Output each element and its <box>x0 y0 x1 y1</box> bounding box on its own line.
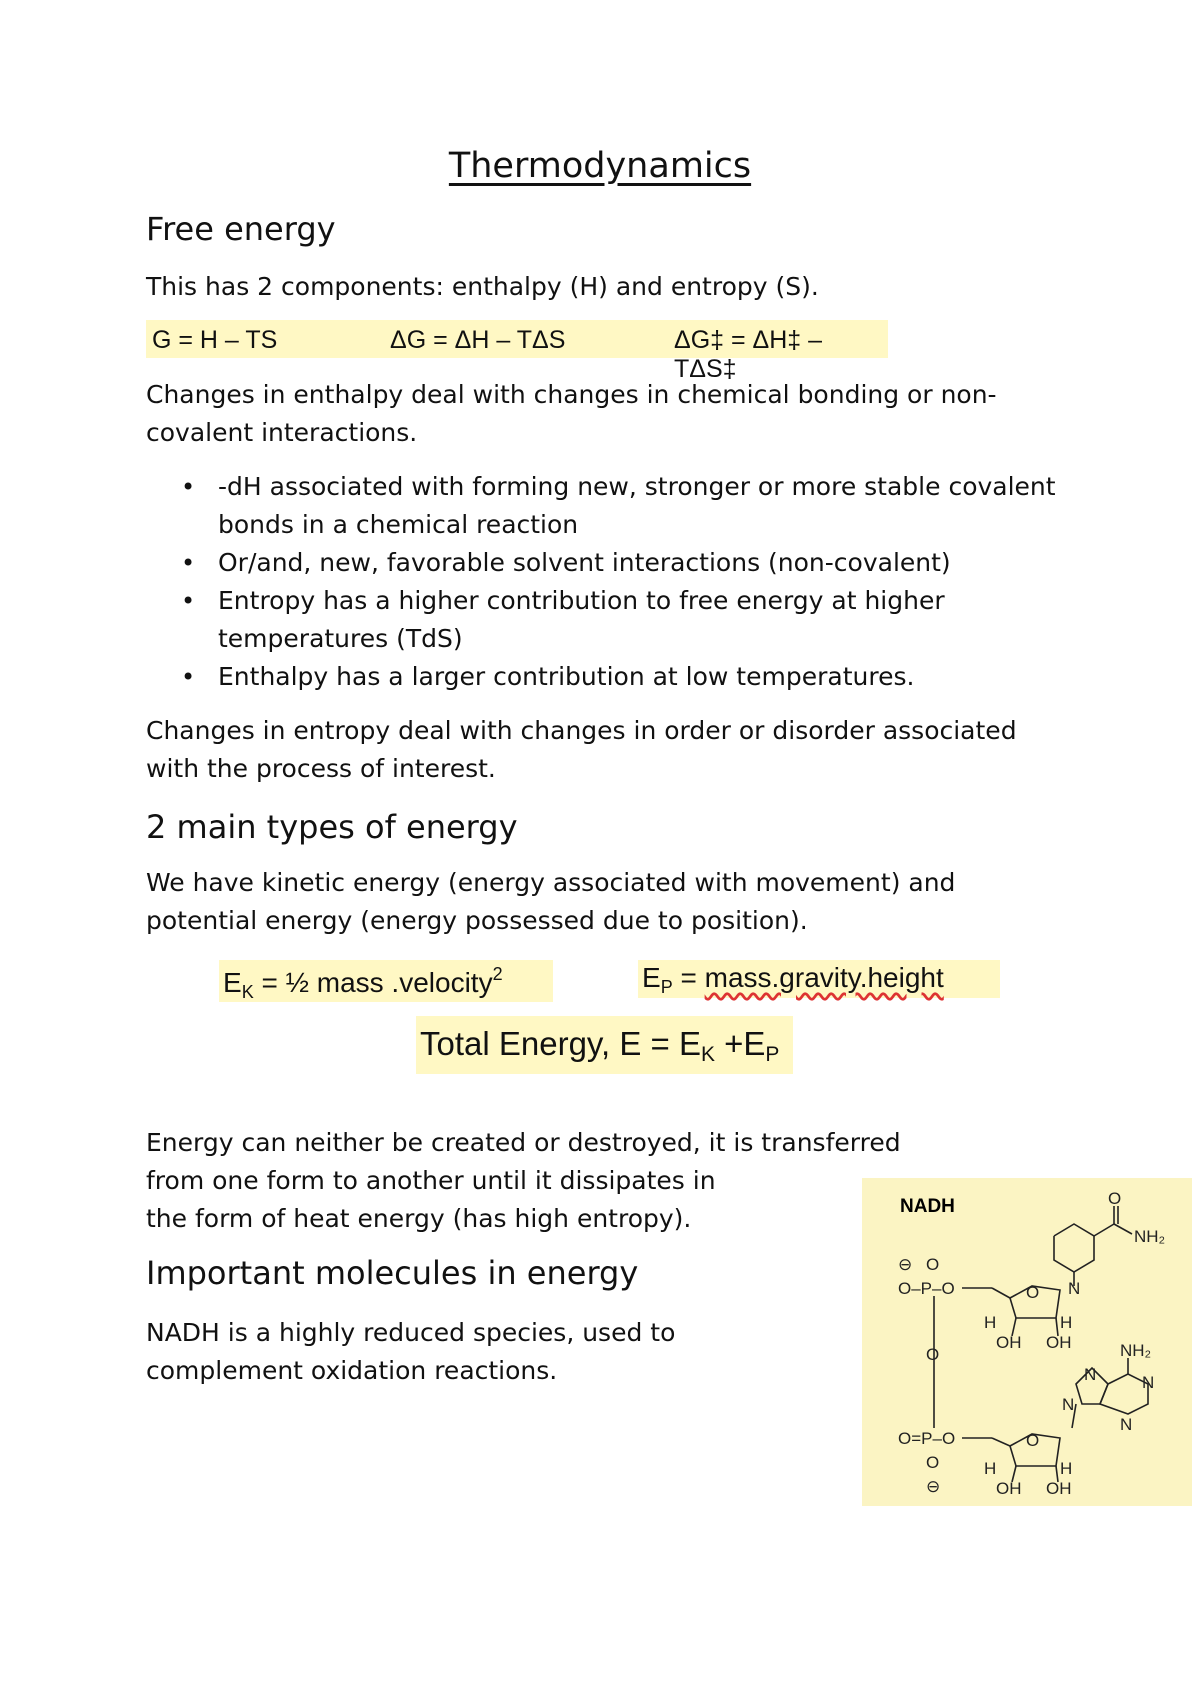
atom-o: O <box>926 1255 940 1274</box>
conservation-line-3: the form of heat energy (has high entropy). <box>146 1204 692 1233</box>
free-energy-intro: This has 2 components: enthalpy (H) and entropy (S). <box>146 272 819 301</box>
nadh-structure-diagram <box>862 1178 1192 1506</box>
atom-h: H <box>984 1313 997 1332</box>
atom-nh2: NH₂ <box>1134 1227 1166 1246</box>
atom-oh: OH <box>1046 1479 1072 1498</box>
minus-charge-icon: ⊖ <box>926 1477 941 1496</box>
list-item: • -dH associated with forming new, stronger or more stable covalent bonds in a chemical reaction <box>146 468 1066 544</box>
minus-charge-icon: ⊖ <box>898 1255 913 1274</box>
entropy-paragraph: Changes in entropy deal with changes in order or disorder associated with the process of interest. <box>146 716 1017 783</box>
atom-n: N <box>1062 1395 1075 1414</box>
equation-activation: ΔG‡ = ΔH‡ – TΔS‡ <box>674 326 823 383</box>
atom-nh2: NH₂ <box>1120 1341 1152 1360</box>
atom-n: N <box>1142 1373 1155 1392</box>
heading-energy-types: 2 main types of energy <box>146 808 518 846</box>
atom-o: O <box>926 1453 940 1472</box>
potential-energy-equation: $E_P$ = mass.gravity.height <box>638 960 1000 998</box>
kinetic-energy-equation: $E_K$ = ½ mass .velocity$^2$ <box>219 960 553 1002</box>
atom-oh: OH <box>1046 1333 1072 1352</box>
energy-types-paragraph: We have kinetic energy (energy associated with movement) and potential energy (energy possessed due to position). <box>146 868 956 935</box>
list-item: • Enthalpy has a larger contribution at low temperatures. <box>146 658 1066 696</box>
atom-o: O <box>1108 1189 1122 1208</box>
atom-o: O <box>926 1345 940 1364</box>
conservation-line-2: from one form to another until it dissipates in <box>146 1166 716 1195</box>
atom-o: O <box>1026 1283 1040 1302</box>
nadh-label: NADH <box>900 1196 955 1217</box>
atom-n: N <box>1120 1415 1133 1434</box>
equation-gibbs: G = H – TS <box>152 326 278 354</box>
conservation-line-1: Energy can neither be created or destroyed, it is transferred <box>146 1128 901 1157</box>
heading-free-energy: Free energy <box>146 210 336 248</box>
atom-h: H <box>1060 1459 1073 1478</box>
atom-oh: OH <box>996 1333 1022 1352</box>
total-energy-equation: Total Energy, $E = E_K +E_P$ <box>416 1016 793 1074</box>
atom-n: N <box>1084 1365 1097 1384</box>
list-item: • Entropy has a higher contribution to free energy at higher temperatures (TdS) <box>146 582 1066 658</box>
list-item: • Or/and, new, favorable solvent interactions (non-covalent) <box>146 544 1066 582</box>
atom-o: O <box>1026 1431 1040 1450</box>
heading-important-molecules: Important molecules in energy <box>146 1254 639 1292</box>
atom-h: H <box>984 1459 997 1478</box>
nadh-line-2: complement oxidation reactions. <box>146 1356 558 1385</box>
atom-n: N <box>1068 1279 1081 1298</box>
atom-h: H <box>1060 1313 1073 1332</box>
enthalpy-paragraph: Changes in enthalpy deal with changes in chemical bonding or non-covalent interactions. <box>146 380 997 447</box>
nadh-line-1: NADH is a highly reduced species, used to <box>146 1318 676 1347</box>
atom-oh: OH <box>996 1479 1022 1498</box>
atom-phosphate-upper: O–P–O <box>898 1279 955 1298</box>
atom-phosphate-lower: O=P–O <box>898 1429 956 1448</box>
page-title: Thermodynamics <box>448 146 752 186</box>
equation-delta-g: ΔG = ΔH – TΔS <box>390 326 566 354</box>
nadh-structure-figure <box>862 1178 1192 1506</box>
enthalpy-bullet-list <box>146 468 1066 696</box>
free-energy-equations <box>146 320 888 383</box>
